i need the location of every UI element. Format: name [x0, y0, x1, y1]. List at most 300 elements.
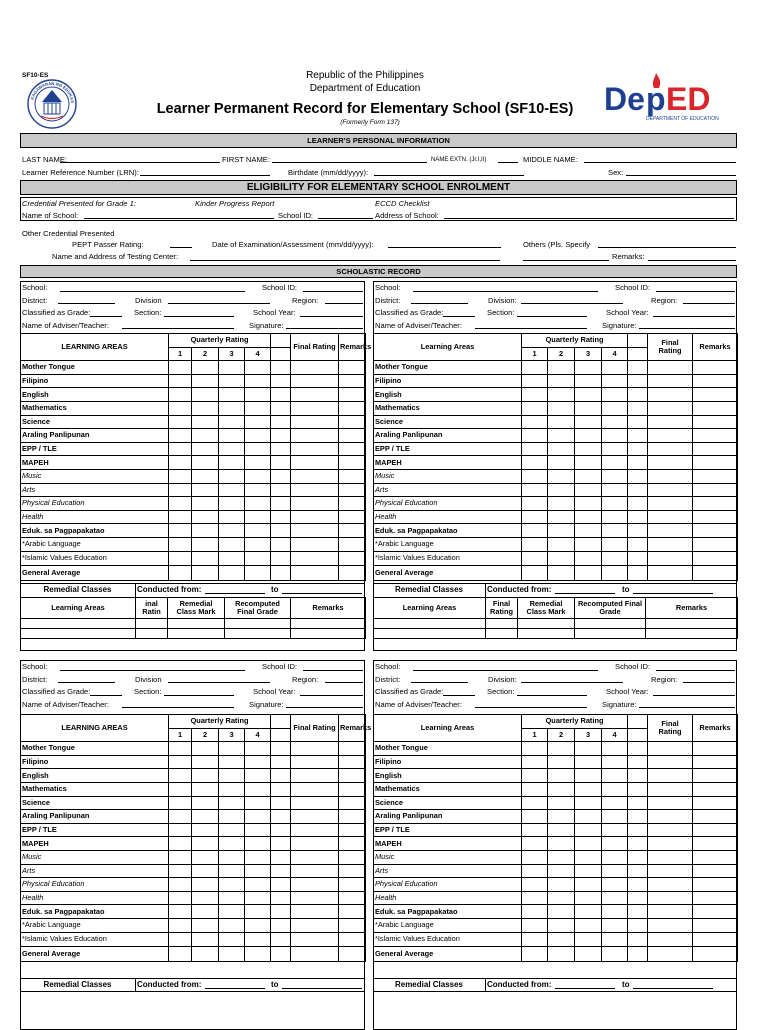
grade-cell[interactable]: [648, 823, 693, 837]
grade-cell[interactable]: [575, 947, 602, 962]
grade-cell[interactable]: [291, 769, 339, 783]
grade-cell[interactable]: [169, 510, 192, 524]
grade-cell[interactable]: [522, 932, 548, 947]
grade-cell[interactable]: [192, 551, 219, 566]
grade-cell[interactable]: [339, 891, 366, 905]
grade-cell[interactable]: [522, 374, 548, 388]
grade-cell[interactable]: [648, 782, 693, 796]
grade-cell[interactable]: [648, 497, 693, 511]
grade-cell[interactable]: [339, 429, 366, 443]
grade-cell[interactable]: [271, 537, 291, 551]
grade-cell[interactable]: [548, 947, 575, 962]
grade-cell[interactable]: [548, 932, 575, 947]
grade-cell[interactable]: [339, 755, 366, 769]
grade-cell[interactable]: [602, 755, 628, 769]
grade-cell[interactable]: [648, 524, 693, 538]
grade-cell[interactable]: [271, 891, 291, 905]
grade-cell[interactable]: [648, 429, 693, 443]
grade-cell[interactable]: [548, 537, 575, 551]
grade-cell[interactable]: [693, 388, 738, 402]
sch-field-line[interactable]: [653, 695, 735, 696]
grade-cell[interactable]: [693, 742, 738, 756]
grade-cell[interactable]: [522, 524, 548, 538]
grade-cell[interactable]: [602, 891, 628, 905]
grade-cell[interactable]: [339, 510, 366, 524]
grade-cell[interactable]: [339, 401, 366, 415]
grade-cell[interactable]: [693, 429, 738, 443]
grade-cell[interactable]: [522, 864, 548, 878]
grade-cell[interactable]: [245, 823, 271, 837]
grade-cell[interactable]: [522, 415, 548, 429]
grade-cell[interactable]: [169, 769, 192, 783]
grade-cell[interactable]: [291, 878, 339, 892]
grade-cell[interactable]: [291, 566, 339, 581]
remedial-cell[interactable]: [518, 629, 575, 639]
grade-cell[interactable]: [575, 510, 602, 524]
grade-cell[interactable]: [575, 566, 602, 581]
others-specify-field[interactable]: [598, 247, 736, 248]
sch-field-line[interactable]: [325, 303, 363, 304]
address-of-school-field[interactable]: [444, 218, 734, 219]
sch-field-line[interactable]: [639, 328, 735, 329]
grade-cell[interactable]: [192, 361, 219, 375]
grade-cell[interactable]: [575, 374, 602, 388]
grade-cell[interactable]: [628, 742, 648, 756]
grade-cell[interactable]: [245, 905, 271, 919]
grade-cell[interactable]: [271, 864, 291, 878]
grade-cell[interactable]: [169, 456, 192, 470]
grade-cell[interactable]: [271, 782, 291, 796]
grade-cell[interactable]: [575, 837, 602, 851]
grade-cell[interactable]: [602, 850, 628, 864]
grade-cell[interactable]: [548, 769, 575, 783]
grade-cell[interactable]: [339, 850, 366, 864]
grade-cell[interactable]: [339, 361, 366, 375]
grade-cell[interactable]: [628, 932, 648, 947]
grade-cell[interactable]: [291, 823, 339, 837]
grade-cell[interactable]: [548, 524, 575, 538]
grade-cell[interactable]: [271, 796, 291, 810]
grade-cell[interactable]: [192, 456, 219, 470]
grade-cell[interactable]: [628, 415, 648, 429]
grade-cell[interactable]: [291, 401, 339, 415]
grade-cell[interactable]: [169, 524, 192, 538]
grade-cell[interactable]: [522, 782, 548, 796]
grade-cell[interactable]: [648, 374, 693, 388]
grade-cell[interactable]: [548, 429, 575, 443]
sch-field-line[interactable]: [58, 303, 115, 304]
grade-cell[interactable]: [291, 918, 339, 932]
grade-cell[interactable]: [648, 551, 693, 566]
grade-cell[interactable]: [548, 401, 575, 415]
grade-cell[interactable]: [693, 374, 738, 388]
sch-field-line[interactable]: [639, 707, 735, 708]
grade-cell[interactable]: [602, 918, 628, 932]
grade-cell[interactable]: [169, 388, 192, 402]
grade-cell[interactable]: [192, 810, 219, 824]
grade-cell[interactable]: [602, 864, 628, 878]
grade-cell[interactable]: [291, 415, 339, 429]
grade-cell[interactable]: [602, 782, 628, 796]
grade-cell[interactable]: [648, 469, 693, 483]
sch-field-line[interactable]: [122, 328, 234, 329]
grade-cell[interactable]: [575, 918, 602, 932]
grade-cell[interactable]: [548, 510, 575, 524]
grade-cell[interactable]: [339, 551, 366, 566]
grade-cell[interactable]: [522, 361, 548, 375]
grade-cell[interactable]: [245, 837, 271, 851]
grade-cell[interactable]: [219, 497, 245, 511]
grade-cell[interactable]: [602, 742, 628, 756]
grade-cell[interactable]: [575, 878, 602, 892]
grade-cell[interactable]: [575, 769, 602, 783]
grade-cell[interactable]: [522, 566, 548, 581]
grade-cell[interactable]: [693, 524, 738, 538]
grade-cell[interactable]: [693, 837, 738, 851]
grade-cell[interactable]: [522, 537, 548, 551]
grade-cell[interactable]: [192, 742, 219, 756]
grade-cell[interactable]: [628, 456, 648, 470]
grade-cell[interactable]: [648, 796, 693, 810]
grade-cell[interactable]: [271, 566, 291, 581]
grade-cell[interactable]: [339, 796, 366, 810]
grade-cell[interactable]: [339, 469, 366, 483]
grade-cell[interactable]: [245, 524, 271, 538]
exam-date-field[interactable]: [388, 247, 501, 248]
grade-cell[interactable]: [522, 947, 548, 962]
grade-cell[interactable]: [693, 361, 738, 375]
grade-cell[interactable]: [628, 864, 648, 878]
birthdate-field[interactable]: [374, 175, 524, 176]
grade-cell[interactable]: [648, 483, 693, 497]
grade-cell[interactable]: [575, 469, 602, 483]
grade-cell[interactable]: [548, 566, 575, 581]
grade-cell[interactable]: [548, 864, 575, 878]
grade-cell[interactable]: [245, 401, 271, 415]
grade-cell[interactable]: [648, 401, 693, 415]
grade-cell[interactable]: [339, 442, 366, 456]
grade-cell[interactable]: [648, 891, 693, 905]
grade-cell[interactable]: [271, 918, 291, 932]
grade-cell[interactable]: [245, 469, 271, 483]
grade-cell[interactable]: [693, 497, 738, 511]
grade-cell[interactable]: [693, 537, 738, 551]
grade-cell[interactable]: [339, 810, 366, 824]
grade-cell[interactable]: [648, 947, 693, 962]
grade-cell[interactable]: [548, 456, 575, 470]
grade-cell[interactable]: [339, 769, 366, 783]
grade-cell[interactable]: [548, 483, 575, 497]
grade-cell[interactable]: [602, 566, 628, 581]
grade-cell[interactable]: [628, 361, 648, 375]
grade-cell[interactable]: [575, 782, 602, 796]
grade-cell[interactable]: [548, 442, 575, 456]
grade-cell[interactable]: [628, 551, 648, 566]
grade-cell[interactable]: [548, 918, 575, 932]
grade-cell[interactable]: [602, 442, 628, 456]
grade-cell[interactable]: [339, 947, 366, 962]
grade-cell[interactable]: [575, 456, 602, 470]
grade-cell[interactable]: [291, 796, 339, 810]
grade-cell[interactable]: [548, 878, 575, 892]
grade-cell[interactable]: [245, 429, 271, 443]
grade-cell[interactable]: [192, 905, 219, 919]
grade-cell[interactable]: [648, 905, 693, 919]
middle-name-field[interactable]: [584, 162, 736, 163]
grade-cell[interactable]: [271, 361, 291, 375]
grade-cell[interactable]: [339, 483, 366, 497]
grade-cell[interactable]: [628, 510, 648, 524]
grade-cell[interactable]: [169, 864, 192, 878]
grade-cell[interactable]: [522, 905, 548, 919]
grade-cell[interactable]: [219, 388, 245, 402]
grade-cell[interactable]: [548, 388, 575, 402]
grade-cell[interactable]: [291, 469, 339, 483]
grade-cell[interactable]: [219, 755, 245, 769]
grade-cell[interactable]: [548, 823, 575, 837]
grade-cell[interactable]: [271, 388, 291, 402]
grade-cell[interactable]: [219, 483, 245, 497]
grade-cell[interactable]: [339, 782, 366, 796]
grade-cell[interactable]: [271, 456, 291, 470]
grade-cell[interactable]: [693, 469, 738, 483]
grade-cell[interactable]: [169, 429, 192, 443]
grade-cell[interactable]: [192, 769, 219, 783]
conducted-to-field[interactable]: [282, 593, 362, 594]
grade-cell[interactable]: [628, 947, 648, 962]
grade-cell[interactable]: [339, 932, 366, 947]
grade-cell[interactable]: [169, 469, 192, 483]
grade-cell[interactable]: [219, 769, 245, 783]
grade-cell[interactable]: [693, 796, 738, 810]
grade-cell[interactable]: [575, 537, 602, 551]
grade-cell[interactable]: [693, 755, 738, 769]
grade-cell[interactable]: [219, 361, 245, 375]
grade-cell[interactable]: [628, 905, 648, 919]
grade-cell[interactable]: [245, 810, 271, 824]
grade-cell[interactable]: [628, 878, 648, 892]
grade-cell[interactable]: [291, 456, 339, 470]
grade-cell[interactable]: [192, 782, 219, 796]
grade-cell[interactable]: [169, 755, 192, 769]
name-of-school-field[interactable]: [84, 218, 274, 219]
grade-cell[interactable]: [169, 810, 192, 824]
grade-cell[interactable]: [648, 918, 693, 932]
grade-cell[interactable]: [245, 769, 271, 783]
grade-cell[interactable]: [291, 510, 339, 524]
grade-cell[interactable]: [693, 891, 738, 905]
grade-cell[interactable]: [648, 850, 693, 864]
grade-cell[interactable]: [548, 551, 575, 566]
grade-cell[interactable]: [271, 823, 291, 837]
grade-cell[interactable]: [271, 810, 291, 824]
grade-cell[interactable]: [192, 891, 219, 905]
grade-cell[interactable]: [548, 497, 575, 511]
grade-cell[interactable]: [291, 374, 339, 388]
remedial-cell[interactable]: [518, 619, 575, 629]
grade-cell[interactable]: [693, 401, 738, 415]
grade-cell[interactable]: [575, 891, 602, 905]
grade-cell[interactable]: [648, 361, 693, 375]
grade-cell[interactable]: [291, 537, 339, 551]
grade-cell[interactable]: [628, 837, 648, 851]
grade-cell[interactable]: [575, 823, 602, 837]
grade-cell[interactable]: [219, 850, 245, 864]
grade-cell[interactable]: [648, 566, 693, 581]
grade-cell[interactable]: [339, 918, 366, 932]
grade-cell[interactable]: [169, 918, 192, 932]
grade-cell[interactable]: [291, 524, 339, 538]
grade-cell[interactable]: [628, 442, 648, 456]
grade-cell[interactable]: [602, 401, 628, 415]
sch-field-line[interactable]: [411, 303, 468, 304]
grade-cell[interactable]: [245, 497, 271, 511]
grade-cell[interactable]: [648, 442, 693, 456]
grade-cell[interactable]: [339, 524, 366, 538]
grade-cell[interactable]: [169, 850, 192, 864]
sch-field-line[interactable]: [300, 695, 363, 696]
grade-cell[interactable]: [602, 456, 628, 470]
remedial-cell[interactable]: [136, 629, 168, 639]
grade-cell[interactable]: [522, 551, 548, 566]
grade-cell[interactable]: [575, 401, 602, 415]
sch-field-line[interactable]: [325, 682, 363, 683]
grade-cell[interactable]: [693, 442, 738, 456]
conducted-from-field[interactable]: [555, 988, 615, 989]
grade-cell[interactable]: [602, 837, 628, 851]
grade-cell[interactable]: [192, 823, 219, 837]
remedial-cell[interactable]: [21, 619, 136, 629]
grade-cell[interactable]: [339, 878, 366, 892]
grade-cell[interactable]: [245, 878, 271, 892]
grade-cell[interactable]: [291, 429, 339, 443]
grade-cell[interactable]: [219, 796, 245, 810]
grade-cell[interactable]: [575, 810, 602, 824]
grade-cell[interactable]: [219, 810, 245, 824]
grade-cell[interactable]: [219, 442, 245, 456]
sch-field-line[interactable]: [300, 316, 363, 317]
remedial-cell[interactable]: [225, 629, 291, 639]
grade-cell[interactable]: [271, 510, 291, 524]
grade-cell[interactable]: [291, 891, 339, 905]
grade-cell[interactable]: [271, 742, 291, 756]
grade-cell[interactable]: [192, 483, 219, 497]
grade-cell[interactable]: [522, 837, 548, 851]
grade-cell[interactable]: [602, 388, 628, 402]
grade-cell[interactable]: [693, 947, 738, 962]
grade-cell[interactable]: [693, 456, 738, 470]
remedial-cell[interactable]: [486, 629, 518, 639]
grade-cell[interactable]: [602, 932, 628, 947]
grade-cell[interactable]: [291, 947, 339, 962]
remedial-cell[interactable]: [21, 629, 136, 639]
grade-cell[interactable]: [522, 442, 548, 456]
grade-cell[interactable]: [628, 796, 648, 810]
grade-cell[interactable]: [271, 469, 291, 483]
grade-cell[interactable]: [291, 782, 339, 796]
grade-cell[interactable]: [693, 483, 738, 497]
grade-cell[interactable]: [192, 510, 219, 524]
grade-cell[interactable]: [219, 551, 245, 566]
sch-field-line[interactable]: [303, 291, 363, 292]
grade-cell[interactable]: [245, 537, 271, 551]
grade-cell[interactable]: [575, 429, 602, 443]
sch-field-line[interactable]: [517, 695, 587, 696]
grade-cell[interactable]: [548, 850, 575, 864]
grade-cell[interactable]: [271, 837, 291, 851]
last-name-field[interactable]: [60, 162, 220, 163]
grade-cell[interactable]: [192, 442, 219, 456]
sch-field-line[interactable]: [413, 291, 598, 292]
grade-cell[interactable]: [169, 796, 192, 810]
grade-cell[interactable]: [245, 755, 271, 769]
sch-field-line[interactable]: [164, 316, 234, 317]
grade-cell[interactable]: [339, 456, 366, 470]
grade-cell[interactable]: [291, 755, 339, 769]
grade-cell[interactable]: [628, 388, 648, 402]
grade-cell[interactable]: [693, 918, 738, 932]
grade-cell[interactable]: [291, 837, 339, 851]
remedial-cell[interactable]: [374, 619, 486, 629]
sch-field-line[interactable]: [475, 707, 587, 708]
grade-cell[interactable]: [693, 566, 738, 581]
sch-field-line[interactable]: [656, 291, 735, 292]
grade-cell[interactable]: [522, 878, 548, 892]
remedial-cell[interactable]: [374, 629, 486, 639]
grade-cell[interactable]: [602, 524, 628, 538]
sch-field-line[interactable]: [653, 316, 735, 317]
grade-cell[interactable]: [271, 947, 291, 962]
grade-cell[interactable]: [522, 401, 548, 415]
grade-cell[interactable]: [192, 796, 219, 810]
grade-cell[interactable]: [271, 769, 291, 783]
grade-cell[interactable]: [575, 864, 602, 878]
grade-cell[interactable]: [192, 497, 219, 511]
sch-field-line[interactable]: [413, 670, 598, 671]
remedial-cell[interactable]: [168, 629, 225, 639]
grade-cell[interactable]: [169, 442, 192, 456]
remedial-cell[interactable]: [575, 619, 646, 629]
remedial-cell[interactable]: [225, 619, 291, 629]
grade-cell[interactable]: [271, 497, 291, 511]
grade-cell[interactable]: [693, 905, 738, 919]
grade-cell[interactable]: [648, 388, 693, 402]
grade-cell[interactable]: [648, 810, 693, 824]
grade-cell[interactable]: [169, 551, 192, 566]
grade-cell[interactable]: [245, 782, 271, 796]
grade-cell[interactable]: [245, 361, 271, 375]
grade-cell[interactable]: [169, 483, 192, 497]
grade-cell[interactable]: [522, 469, 548, 483]
grade-cell[interactable]: [575, 361, 602, 375]
conducted-from-field[interactable]: [205, 593, 265, 594]
elig-remarks-field[interactable]: [648, 260, 736, 261]
grade-cell[interactable]: [602, 483, 628, 497]
grade-cell[interactable]: [648, 742, 693, 756]
grade-cell[interactable]: [169, 415, 192, 429]
grade-cell[interactable]: [291, 850, 339, 864]
grade-cell[interactable]: [602, 810, 628, 824]
grade-cell[interactable]: [192, 932, 219, 947]
grade-cell[interactable]: [548, 469, 575, 483]
conducted-to-field[interactable]: [633, 988, 713, 989]
grade-cell[interactable]: [192, 537, 219, 551]
grade-cell[interactable]: [169, 566, 192, 581]
grade-cell[interactable]: [628, 755, 648, 769]
grade-cell[interactable]: [245, 918, 271, 932]
grade-cell[interactable]: [575, 755, 602, 769]
grade-cell[interactable]: [245, 388, 271, 402]
